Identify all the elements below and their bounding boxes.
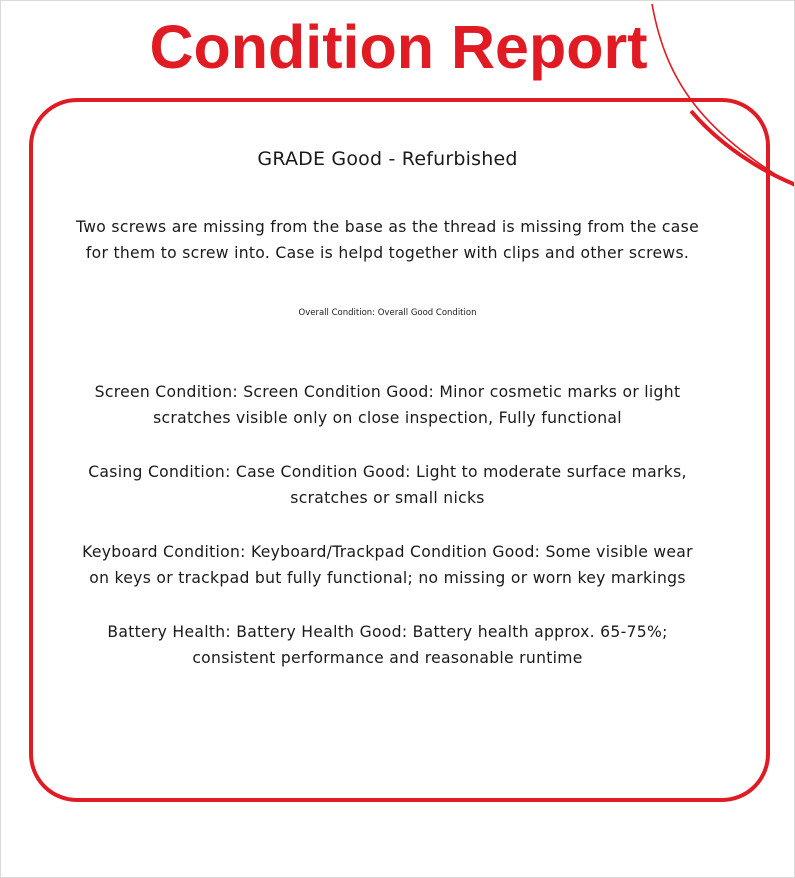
condition-line: Casing Condition: Case Condition Good: Light to moderate surface marks, — [88, 463, 687, 481]
screen-condition — [41, 379, 734, 431]
condition-line: Keyboard Condition: Keyboard/Trackpad Condition Good: Some visible wear — [82, 543, 693, 561]
overall-condition: Overall Condition: Overall Good Condition — [298, 308, 477, 318]
condition-line: Battery Health: Battery Health Good: Battery health approx. 65-75%; — [107, 623, 668, 641]
condition-line: scratches visible only on close inspection, Fully functional — [153, 409, 622, 427]
notes-line: Two screws are missing from the base as the thread is missing from the case — [76, 218, 699, 236]
page-title: Condition Report — [149, 13, 648, 81]
grade-heading: GRADE Good - Refurbished — [257, 148, 518, 170]
condition-line: Screen Condition: Screen Condition Good: Minor cosmetic marks or light — [94, 383, 681, 401]
condition-line: scratches or small nicks — [290, 489, 485, 507]
keyboard-condition — [41, 539, 734, 591]
battery-health — [41, 619, 734, 671]
condition-line: consistent performance and reasonable runtime — [192, 649, 583, 667]
casing-condition — [41, 459, 734, 511]
report-content — [41, 101, 734, 671]
notes-line: for them to screw into. Case is helpd together with clips and other screws. — [85, 244, 690, 262]
notes-paragraph — [41, 214, 734, 266]
condition-line: on keys or trackpad but fully functional; no missing or worn key markings — [89, 569, 686, 587]
